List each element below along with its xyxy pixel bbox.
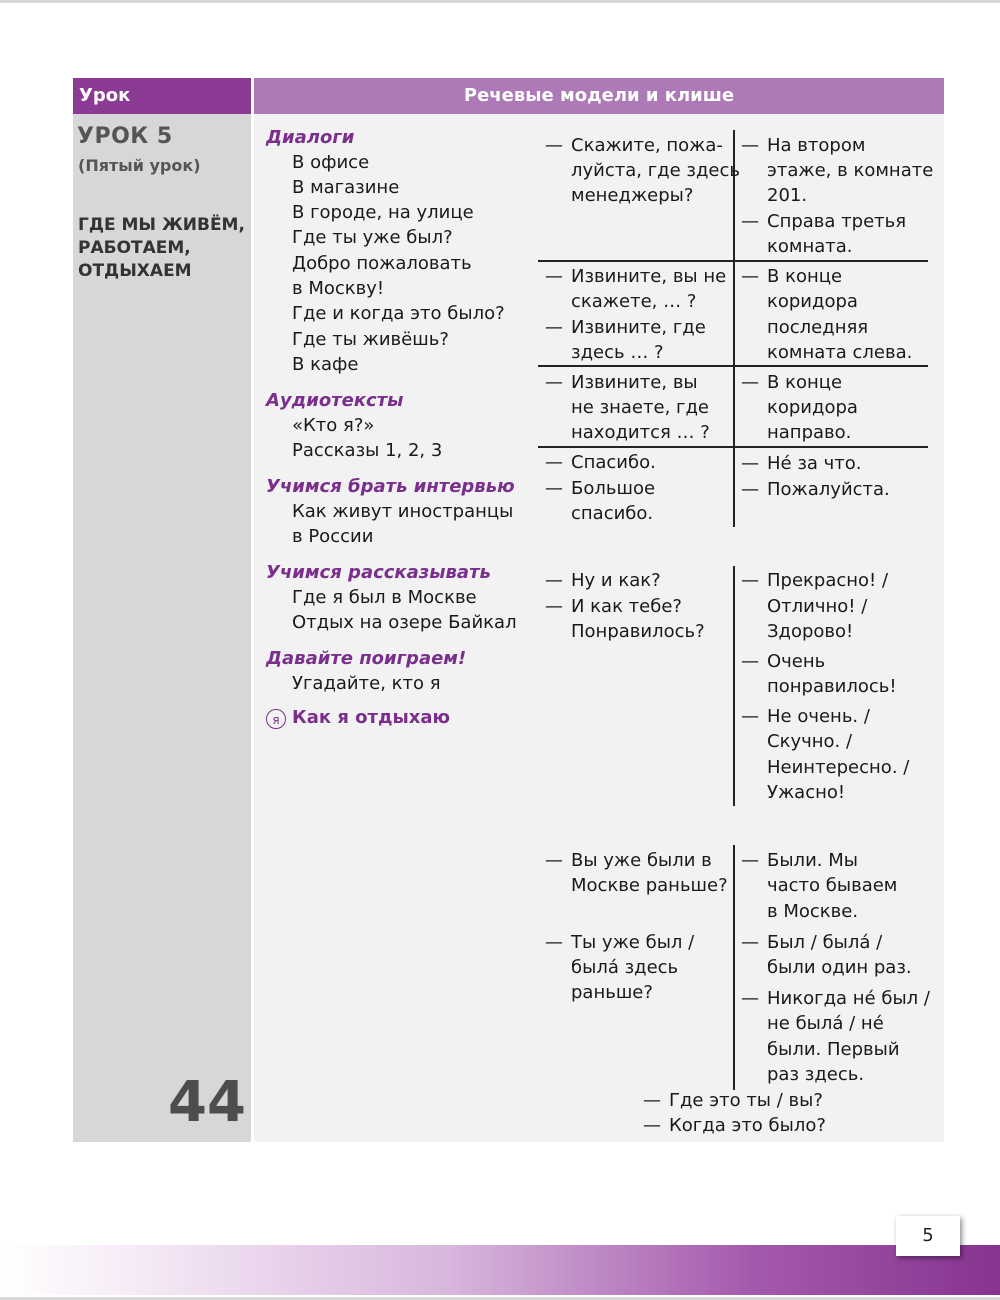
table-divider-horizontal — [538, 446, 928, 448]
cliche-line: 201. — [767, 185, 808, 206]
cliche-line: Отлично! / — [767, 596, 868, 617]
cliche-line: комната слева. — [767, 342, 913, 363]
cliche-line: были. Первый — [767, 1039, 900, 1060]
cliche-line: коридора — [767, 397, 858, 418]
cliche-line: в Москве. — [767, 901, 859, 922]
dash: — — [741, 651, 759, 672]
dash: — — [545, 135, 563, 156]
dash: — — [545, 570, 563, 591]
section-item: В кафе — [292, 354, 359, 375]
section-title-game: Давайте поиграем! — [266, 648, 467, 669]
cliche-line: Пожалуйста. — [767, 479, 890, 500]
cliche-line: не была́ / не́ — [767, 1013, 884, 1034]
cliche-line: понравилось! — [767, 676, 897, 697]
dash: — — [741, 570, 759, 591]
cliche-line: Понравилось? — [571, 621, 705, 642]
cliche-line: Не очень. / — [767, 706, 870, 727]
dash: — — [741, 932, 759, 953]
cliche-line: раз здесь. — [767, 1064, 865, 1085]
table-divider-vertical — [733, 566, 735, 806]
dash: — — [545, 596, 563, 617]
dash: — — [741, 706, 759, 727]
cliche-line: В конце — [767, 266, 843, 287]
section-item: Где и когда это было? — [292, 303, 505, 324]
cliche-line: Где это ты / вы? — [669, 1090, 823, 1111]
header-lesson: Урок — [73, 78, 251, 114]
footer-gradient-band — [0, 1245, 1000, 1295]
dash: — — [545, 452, 563, 473]
dash: — — [545, 266, 563, 287]
cliche-line: И как тебе? — [571, 596, 682, 617]
cliche-line: были один раз. — [767, 957, 912, 978]
dash: — — [545, 478, 563, 499]
cliche-line: Был / была́ / — [767, 932, 883, 953]
section-item: в России — [292, 526, 374, 547]
cliche-line: менеджеры? — [571, 185, 694, 206]
section-item: Где я был в Москве — [292, 587, 477, 608]
cliche-line: Скажите, пожа- — [571, 135, 723, 156]
section-item: Угадайте, кто я — [292, 673, 441, 694]
dash: — — [741, 266, 759, 287]
section-item: В городе, на улице — [292, 202, 474, 223]
cliche-line: находится … ? — [571, 422, 710, 443]
cliche-line: Очень — [767, 651, 826, 672]
section-title-interview: Учимся брать интервью — [266, 476, 515, 497]
cliche-line: Ну и как? — [571, 570, 661, 591]
cliche-line: коридора — [767, 291, 858, 312]
section-item: Где ты живёшь? — [292, 329, 449, 350]
dash: — — [545, 372, 563, 393]
section-item: Где ты уже был? — [292, 227, 453, 248]
dash: — — [741, 211, 759, 232]
section-item: В магазине — [292, 177, 400, 198]
cliche-line: раньше? — [571, 982, 653, 1003]
dash: — — [741, 372, 759, 393]
cliche-line: этаже, в комнате — [767, 160, 934, 181]
cliche-line: Извините, вы не — [571, 266, 727, 287]
cliche-line: скажете, … ? — [571, 291, 697, 312]
cliche-line: Вы уже были в — [571, 850, 712, 871]
ya-circle-icon: я — [266, 709, 286, 729]
table-divider-horizontal — [538, 365, 928, 367]
section-title-dialogues: Диалоги — [266, 127, 355, 148]
cliche-line: комната. — [767, 236, 853, 257]
dash: — — [741, 453, 759, 474]
dash: — — [545, 932, 563, 953]
lesson-theme-line: РАБОТАЕМ, — [78, 238, 191, 258]
cliche-line: не знаете, где — [571, 397, 709, 418]
cliche-line: Здорово! — [767, 621, 854, 642]
cliche-line: Когда это было? — [669, 1115, 826, 1136]
cliche-line: спасибо. — [571, 503, 654, 524]
cliche-line: Извините, где — [571, 317, 706, 338]
lesson-number: 44 — [168, 1070, 246, 1135]
cliche-line: Скучно. / — [767, 731, 853, 752]
cliche-line: Неинтересно. / — [767, 757, 910, 778]
dash: — — [643, 1090, 661, 1111]
dash: — — [741, 135, 759, 156]
cliche-line: Были. Мы — [767, 850, 858, 871]
section-item: «Кто я?» — [292, 415, 375, 436]
page-number: 5 — [896, 1216, 960, 1256]
table-divider-horizontal — [538, 260, 928, 262]
cliche-line: Ты уже был / — [571, 932, 695, 953]
cliche-line: Спасибо. — [571, 452, 656, 473]
lesson-theme-line: ГДЕ МЫ ЖИВЁМ, — [78, 215, 245, 235]
cliche-line: последняя — [767, 317, 869, 338]
cliche-line: На втором — [767, 135, 866, 156]
dash: — — [741, 479, 759, 500]
section-item: Добро пожаловать — [292, 253, 472, 274]
lesson-subtitle: (Пятый урок) — [78, 156, 201, 175]
lesson-theme-line: ОТДЫХАЕМ — [78, 261, 192, 281]
cliche-line: В конце — [767, 372, 843, 393]
table-divider-vertical — [733, 130, 735, 527]
section-title-how-i-rest: Как я отдыхаю — [292, 707, 451, 728]
top-border — [0, 0, 1000, 3]
cliche-line: Большое — [571, 478, 656, 499]
cliche-line: часто бываем — [767, 875, 898, 896]
cliche-line: Извините, вы — [571, 372, 698, 393]
lesson-theme — [78, 214, 248, 283]
section-item: в Москву! — [292, 278, 385, 299]
cliche-line: была́ здесь — [571, 957, 679, 978]
cliche-line: Прекрасно! / — [767, 570, 889, 591]
section-item: Рассказы 1, 2, 3 — [292, 440, 443, 461]
section-title-audiotexts: Аудиотексты — [266, 390, 404, 411]
cliche-line: Москве раньше? — [571, 875, 728, 896]
cliche-line: луйста, где здесь — [571, 160, 741, 181]
dash: — — [545, 317, 563, 338]
header-speech-models: Речевые модели и клише — [254, 78, 944, 114]
section-item: Как живут иностранцы — [292, 501, 514, 522]
dash: — — [741, 988, 759, 1009]
cliche-line: Никогда не́ был / — [767, 988, 930, 1009]
dash: — — [545, 850, 563, 871]
section-item: В офисе — [292, 152, 370, 173]
cliche-line: Ужасно! — [767, 782, 846, 803]
cliche-line: направо. — [767, 422, 852, 443]
dash: — — [643, 1115, 661, 1136]
cliche-line: Не́ за что. — [767, 453, 862, 474]
cliche-line: здесь … ? — [571, 342, 664, 363]
dash: — — [741, 850, 759, 871]
section-title-storytelling: Учимся рассказывать — [266, 562, 491, 583]
section-item: Отдых на озере Байкал — [292, 612, 517, 633]
table-divider-vertical — [733, 845, 735, 1090]
cliche-line: Справа третья — [767, 211, 907, 232]
lesson-title: УРОК 5 — [77, 124, 173, 149]
